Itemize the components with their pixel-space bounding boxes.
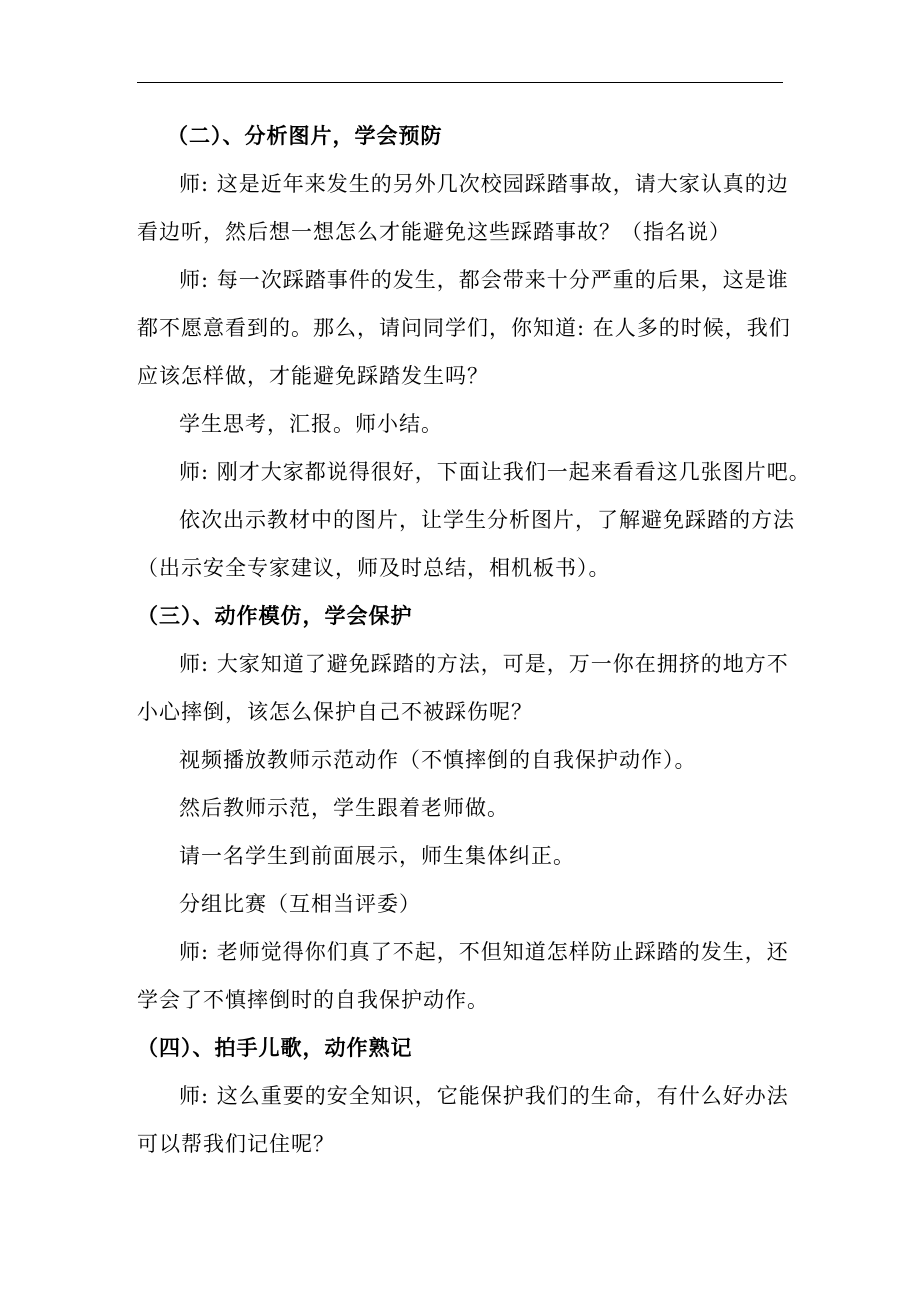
paragraph-line: 师: 老师觉得你们真了不起，不但知道怎样防止踩踏的发生，还 bbox=[179, 940, 789, 964]
paragraph-line: 可以帮我们记住呢？ bbox=[137, 1132, 335, 1156]
paragraph-line: 然后教师示范，学生跟着老师做。 bbox=[179, 796, 509, 820]
header-rule bbox=[137, 82, 783, 83]
paragraph-line: 依次出示教材中的图片，让学生分析图片，了解避免踩踏的方法 bbox=[179, 508, 795, 532]
section-heading-3: （三）、动作模仿，学会保护 bbox=[137, 604, 413, 628]
paragraph-line: 师: 每一次踩踏事件的发生，都会带来十分严重的后果，这是谁 bbox=[179, 268, 789, 292]
paragraph-line: 分组比赛（互相当评委） bbox=[179, 892, 421, 916]
section-heading-4: （四）、拍手儿歌，动作熟记 bbox=[137, 1036, 413, 1060]
paragraph-line: 看边听，然后想一想怎么才能避免这些踩踏事故？（指名说） bbox=[137, 220, 731, 244]
section-heading-2: （二）、分析图片，学会预防 bbox=[167, 124, 443, 148]
paragraph-line: 学生思考，汇报。师小结。 bbox=[179, 412, 443, 436]
paragraph-line: 都不愿意看到的。那么，请问同学们，你知道: 在人多的时候，我们 bbox=[137, 316, 791, 340]
paragraph-line: 请一名学生到前面展示，师生集体纠正。 bbox=[179, 844, 575, 868]
paragraph-line: 视频播放教师示范动作（不慎摔倒的自我保护动作）。 bbox=[179, 748, 697, 772]
paragraph-line: 师: 这么重要的安全知识，它能保护我们的生命，有什么好办法 bbox=[179, 1084, 789, 1108]
document-body bbox=[137, 112, 811, 1168]
paragraph-line: 师: 这是近年来发生的另外几次校园踩踏事故，请大家认真的边 bbox=[179, 172, 789, 196]
paragraph-line: 师: 刚才大家都说得很好，下面让我们一起来看看这几张图片吧。 bbox=[179, 460, 811, 484]
paragraph-line: 小心摔倒，该怎么保护自己不被踩伤呢？ bbox=[137, 700, 533, 724]
paragraph-line: 师: 大家知道了避免踩踏的方法，可是，万一你在拥挤的地方不 bbox=[179, 652, 789, 676]
paragraph-line: 应该怎样做，才能避免踩踏发生吗？ bbox=[137, 364, 489, 388]
paragraph-line: （出示安全专家建议，师及时总结，相机板书）。 bbox=[137, 556, 611, 580]
paragraph-line: 学会了不慎摔倒时的自我保护动作。 bbox=[137, 988, 489, 1012]
